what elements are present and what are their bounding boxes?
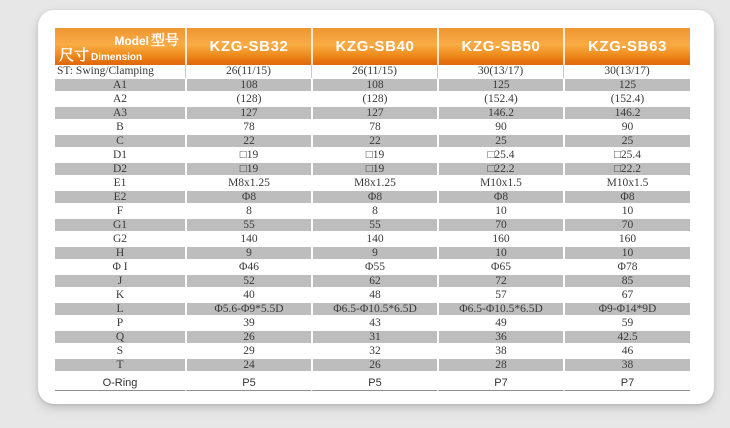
row-label: C: [55, 135, 185, 149]
row-label: J: [55, 275, 185, 289]
dimension-value-cell: 25: [437, 135, 563, 149]
dimension-value-cell: □22.2: [437, 163, 563, 177]
dimension-value-cell: 146.2: [563, 107, 690, 121]
dimension-value-cell: 72: [437, 275, 563, 289]
dimension-value-cell: □19: [185, 149, 311, 163]
dimension-value-cell: M10x1.5: [437, 177, 563, 191]
row-label: E2: [55, 191, 185, 205]
dimension-value-cell: P7: [437, 373, 563, 391]
dimension-value-cell: □19: [311, 163, 437, 177]
table-row: [55, 163, 690, 177]
table-row: [55, 373, 690, 391]
row-label: D2: [55, 163, 185, 177]
model-column-header: KZG-SB40: [311, 28, 437, 65]
dimension-value-cell: 22: [185, 135, 311, 149]
dimension-value-cell: Φ6.5-Φ10.5*6.5D: [437, 303, 563, 317]
table-row: [55, 219, 690, 233]
dimension-value-cell: 10: [563, 247, 690, 261]
dimension-value-cell: 59: [563, 317, 690, 331]
corner-model-line: [55, 33, 185, 47]
dimension-value-cell: □25.4: [437, 149, 563, 163]
dimension-value-cell: P7: [563, 373, 690, 391]
dimension-value-cell: (152.4): [437, 93, 563, 107]
dimension-value-cell: Φ9-Φ14*9D: [563, 303, 690, 317]
dimension-value-cell: 140: [185, 233, 311, 247]
dimension-value-cell: (128): [185, 93, 311, 107]
dimension-value-cell: 52: [185, 275, 311, 289]
dimension-value-cell: 43: [311, 317, 437, 331]
table-row: [55, 191, 690, 205]
table-row: [55, 79, 690, 93]
table-row: [55, 331, 690, 345]
row-label: S: [55, 345, 185, 359]
dimension-value-cell: 67: [563, 289, 690, 303]
row-label: H: [55, 247, 185, 261]
dimension-value-cell: 78: [311, 121, 437, 135]
table-row: [55, 359, 690, 373]
dimension-value-cell: M8x1.25: [311, 177, 437, 191]
corner-model-label-cn: 型号: [151, 32, 179, 48]
model-column-header: KZG-SB63: [563, 28, 690, 65]
dimension-value-cell: 55: [185, 219, 311, 233]
row-label: T: [55, 359, 185, 373]
dimension-value-cell: 8: [185, 205, 311, 219]
dimension-value-cell: 57: [437, 289, 563, 303]
dimension-value-cell: 38: [563, 359, 690, 373]
dimension-value-cell: 55: [311, 219, 437, 233]
dimension-value-cell: Φ46: [185, 261, 311, 275]
dimension-value-cell: Φ8: [563, 191, 690, 205]
corner-dimension-line: [55, 48, 185, 63]
corner-dimension-label-cn: 尺寸: [59, 47, 90, 64]
table-row: [55, 233, 690, 247]
table-row: [55, 261, 690, 275]
dimension-value-cell: 10: [437, 247, 563, 261]
dimension-value-cell: Φ5.6-Φ9*5.5D: [185, 303, 311, 317]
row-label: F: [55, 205, 185, 219]
dimension-value-cell: 127: [311, 107, 437, 121]
row-label: A1: [55, 79, 185, 93]
dimension-value-cell: 39: [185, 317, 311, 331]
dimension-value-cell: 160: [437, 233, 563, 247]
dimension-value-cell: 90: [437, 121, 563, 135]
table-row: [55, 65, 690, 79]
table-row: [55, 135, 690, 149]
model-column-header: KZG-SB50: [437, 28, 563, 65]
dimension-value-cell: P5: [311, 373, 437, 391]
dimension-value-cell: M10x1.5: [563, 177, 690, 191]
row-label: O-Ring: [55, 373, 185, 391]
dimension-value-cell: 26(11/15): [311, 65, 437, 79]
dimension-value-cell: 62: [311, 275, 437, 289]
row-label: Q: [55, 331, 185, 345]
dimension-value-cell: 36: [437, 331, 563, 345]
dimension-value-cell: P5: [185, 373, 311, 391]
dimension-value-cell: 108: [311, 79, 437, 93]
table-header-row: [55, 28, 690, 65]
table-row: [55, 177, 690, 191]
row-label: E1: [55, 177, 185, 191]
dimension-value-cell: 26: [185, 331, 311, 345]
spec-card: [38, 10, 714, 404]
corner-dimension-label-en: Dimension: [91, 52, 143, 63]
row-label: K: [55, 289, 185, 303]
dimension-value-cell: 32: [311, 345, 437, 359]
dimension-value-cell: 85: [563, 275, 690, 289]
row-label: A2: [55, 93, 185, 107]
dimension-value-cell: (152.4): [563, 93, 690, 107]
dimension-value-cell: 140: [311, 233, 437, 247]
dimension-value-cell: 125: [563, 79, 690, 93]
dimension-value-cell: □25.4: [563, 149, 690, 163]
row-label: L: [55, 303, 185, 317]
row-label: A3: [55, 107, 185, 121]
row-label: D1: [55, 149, 185, 163]
dimension-value-cell: 8: [311, 205, 437, 219]
table-body: [55, 65, 690, 391]
dimension-value-cell: Φ8: [437, 191, 563, 205]
row-label: G2: [55, 233, 185, 247]
dimension-value-cell: 70: [437, 219, 563, 233]
row-label: ST: Swing/Clamping: [55, 65, 185, 79]
dimension-value-cell: □22.2: [563, 163, 690, 177]
dimension-value-cell: (128): [311, 93, 437, 107]
dimension-value-cell: 30(13/17): [563, 65, 690, 79]
dimension-value-cell: 42.5: [563, 331, 690, 345]
dimension-value-cell: 40: [185, 289, 311, 303]
dimension-value-cell: 30(13/17): [437, 65, 563, 79]
dimension-value-cell: Φ55: [311, 261, 437, 275]
table-row: [55, 247, 690, 261]
dimension-value-cell: 24: [185, 359, 311, 373]
dimension-value-cell: 26(11/15): [185, 65, 311, 79]
dimension-value-cell: Φ65: [437, 261, 563, 275]
dimension-value-cell: 29: [185, 345, 311, 359]
row-label: G1: [55, 219, 185, 233]
dimension-value-cell: 9: [311, 247, 437, 261]
dimension-value-cell: 10: [437, 205, 563, 219]
table-row: [55, 205, 690, 219]
dimension-value-cell: 25: [563, 135, 690, 149]
dimension-value-cell: Φ8: [185, 191, 311, 205]
corner-model-label-en: Model: [114, 34, 149, 48]
dimension-value-cell: 9: [185, 247, 311, 261]
dimension-value-cell: 125: [437, 79, 563, 93]
dimension-value-cell: 22: [311, 135, 437, 149]
table-row: [55, 93, 690, 107]
corner-header-cell: [55, 28, 185, 65]
table-row: [55, 345, 690, 359]
row-label: P: [55, 317, 185, 331]
dimension-value-cell: 49: [437, 317, 563, 331]
dimension-value-cell: □19: [311, 149, 437, 163]
row-label: B: [55, 121, 185, 135]
dimension-value-cell: Φ78: [563, 261, 690, 275]
dimension-value-cell: 127: [185, 107, 311, 121]
row-label: Φ I: [55, 261, 185, 275]
dimension-value-cell: 146.2: [437, 107, 563, 121]
dimension-value-cell: Φ8: [311, 191, 437, 205]
dimension-value-cell: 78: [185, 121, 311, 135]
dimension-value-cell: 38: [437, 345, 563, 359]
table-row: [55, 275, 690, 289]
table-row: [55, 317, 690, 331]
dimension-value-cell: 26: [311, 359, 437, 373]
dimension-value-cell: Φ6.5-Φ10.5*6.5D: [311, 303, 437, 317]
dimension-value-cell: 90: [563, 121, 690, 135]
dimension-value-cell: 28: [437, 359, 563, 373]
dimension-value-cell: M8x1.25: [185, 177, 311, 191]
table-row: [55, 289, 690, 303]
table-row: [55, 121, 690, 135]
dimension-value-cell: 108: [185, 79, 311, 93]
model-column-header: KZG-SB32: [185, 28, 311, 65]
dimension-value-cell: 46: [563, 345, 690, 359]
dimension-table: [55, 28, 690, 391]
dimension-value-cell: □19: [185, 163, 311, 177]
dimension-value-cell: 70: [563, 219, 690, 233]
dimension-value-cell: 31: [311, 331, 437, 345]
dimension-value-cell: 48: [311, 289, 437, 303]
table-row: [55, 149, 690, 163]
table-row: [55, 107, 690, 121]
dimension-value-cell: 10: [563, 205, 690, 219]
dimension-value-cell: 160: [563, 233, 690, 247]
table-row: [55, 303, 690, 317]
